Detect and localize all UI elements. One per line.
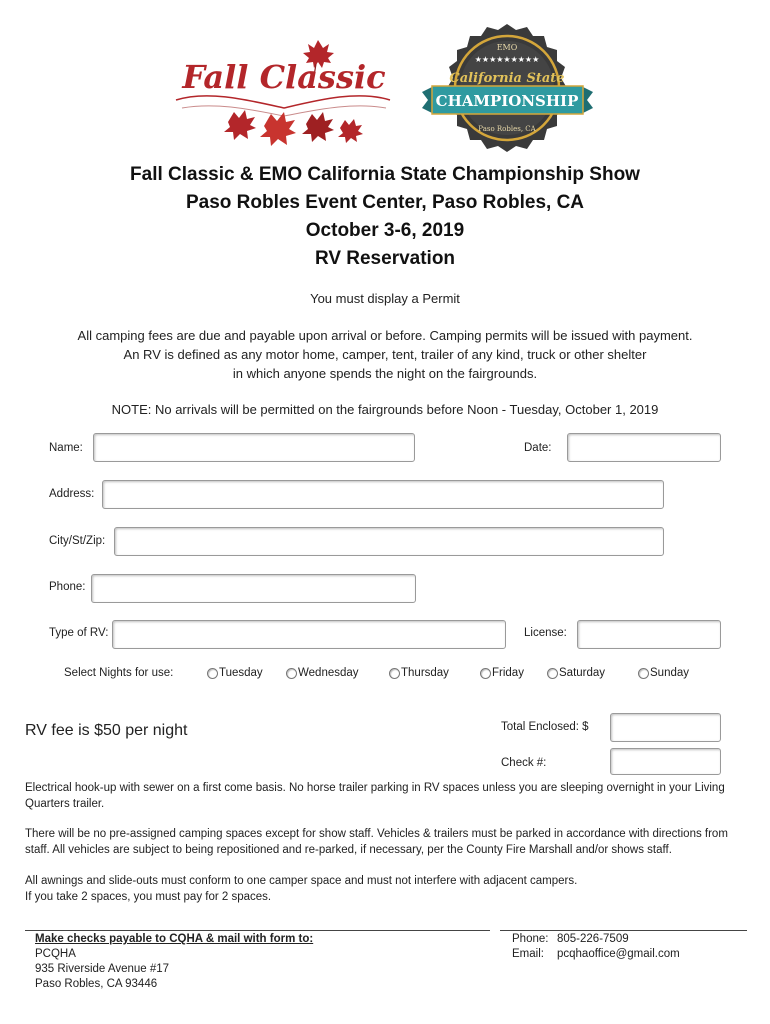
night-label: Thursday <box>401 667 449 679</box>
night-label: Saturday <box>559 667 606 679</box>
radio-circle-icon[interactable] <box>547 668 558 679</box>
svg-text:CHAMPIONSHIP: CHAMPIONSHIP <box>435 92 579 110</box>
night-option-thursday[interactable] <box>389 667 449 679</box>
contact-values <box>557 932 680 962</box>
night-option-friday[interactable] <box>480 667 524 679</box>
contact-labels: Phone: Email: <box>512 933 549 960</box>
fees-text-line1: All camping fees are due and payable upon arrival or before. Camping permits will be issued with payment. <box>77 328 693 343</box>
radio-circle-icon[interactable] <box>638 668 649 679</box>
night-label: Sunday <box>650 667 690 679</box>
svg-text:EMO: EMO <box>496 43 518 52</box>
night-option-wednesday[interactable] <box>286 667 359 679</box>
check-label: Check #: <box>501 757 547 769</box>
address-field[interactable] <box>102 480 664 509</box>
footer-divider-left <box>25 930 490 931</box>
night-option-saturday[interactable] <box>547 667 605 679</box>
contact-email[interactable]: pcqhaoffice@gmail.com <box>557 948 680 960</box>
date-field[interactable] <box>567 433 721 462</box>
electrical-note: Electrical hook-up with sewer on a first come basis. No horse trailer parking in RV spaces unless you are sleeping overnight in your Living Quarters trailer. <box>25 782 725 810</box>
radio-circle-icon[interactable] <box>480 668 491 679</box>
night-option-sunday[interactable] <box>638 667 689 679</box>
venue-title: Paso Robles Event Center, Paso Robles, CA <box>185 192 585 213</box>
arrival-note: NOTE: No arrivals will be permitted on the fairgrounds before Noon - Tuesday, October 1, 2019 <box>111 402 659 417</box>
street-address: 935 Riverside Avenue #17 <box>35 963 170 975</box>
checks-heading: Make checks payable to CQHA & mail with form to: <box>35 933 314 945</box>
rv-type-label: Type of RV: <box>49 627 109 639</box>
address-label: Address: <box>49 488 95 500</box>
awnings-note: All awnings and slide-outs must conform to one camper space and must not interfere with adjacent campers. If you take 2 spaces, you must pay for 2 spaces. <box>25 875 578 903</box>
page-title: Fall Classic & EMO California State Championship Show <box>130 164 640 185</box>
license-label: License: <box>524 627 567 639</box>
emo-championship-badge <box>420 22 595 154</box>
footer-divider-right <box>500 930 747 931</box>
city-address: Paso Robles, CA 93446 <box>35 978 158 990</box>
fees-text-line2: An RV is defined as any motor home, camper, tent, trailer of any kind, truck or other shelter <box>123 347 647 362</box>
radio-circle-icon[interactable] <box>389 668 400 679</box>
rv-fee-text: RV fee is $50 per night <box>25 722 188 739</box>
form-title: RV Reservation <box>314 248 456 269</box>
radio-circle-icon[interactable] <box>286 668 297 679</box>
night-option-tuesday[interactable] <box>207 667 263 679</box>
city-field[interactable] <box>114 527 664 556</box>
svg-text:Fall Classic: Fall Classic <box>182 58 386 96</box>
svg-text:California State: California State <box>449 71 565 86</box>
night-label: Friday <box>492 667 524 679</box>
license-field[interactable] <box>577 620 721 649</box>
name-label: Name: <box>49 442 83 454</box>
nights-label: Select Nights for use: <box>64 667 174 679</box>
total-field[interactable] <box>610 713 721 742</box>
radio-circle-icon[interactable] <box>207 668 218 679</box>
city-label: City/St/Zip: <box>49 535 106 547</box>
svg-text:Paso Robles, CA: Paso Robles, CA <box>478 125 536 133</box>
check-number-field[interactable] <box>610 748 721 775</box>
fees-text-line3: in which anyone spends the night on the fairgrounds. <box>232 366 538 381</box>
permit-notice: You must display a Permit <box>310 291 460 306</box>
phone-field[interactable] <box>91 574 416 603</box>
parking-note: There will be no pre-assigned camping spaces except for show staff. Vehicles & trailers must be parked in accordance with directions from staff. All vehicles are subject to being repositioned and re-parked, if necessary, per the County Fire Marshall and/or shows staff. <box>25 828 728 856</box>
contact-phone: 805-226-7509 <box>557 933 629 945</box>
night-label: Wednesday <box>298 667 359 679</box>
svg-text:★★★★★★★★★: ★★★★★★★★★ <box>474 55 540 64</box>
mailing-address <box>35 932 313 992</box>
night-label: Tuesday <box>219 667 263 679</box>
total-label: Total Enclosed: $ <box>501 721 589 733</box>
date-label: Date: <box>524 442 552 454</box>
name-field[interactable] <box>93 433 415 462</box>
rv-type-field[interactable] <box>112 620 506 649</box>
phone-label: Phone: <box>49 581 86 593</box>
date-title: October 3-6, 2019 <box>305 220 465 241</box>
org-name: PCQHA <box>35 948 76 960</box>
fall-classic-logo <box>168 30 400 150</box>
